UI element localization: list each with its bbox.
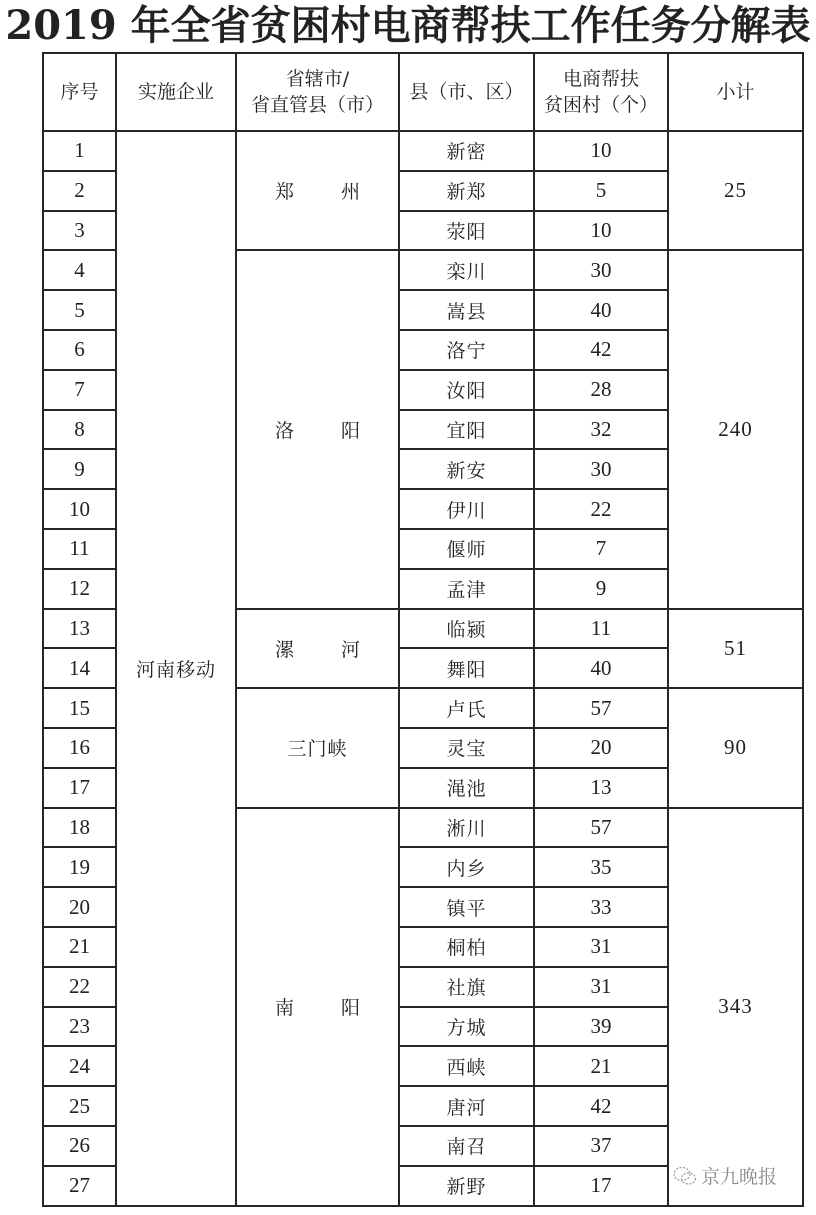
seq-cell: 6 (43, 330, 116, 370)
city-cell: 洛 阳 (236, 250, 399, 608)
villages-cell: 39 (534, 1007, 668, 1047)
seq-cell: 17 (43, 768, 116, 808)
seq-cell: 5 (43, 290, 116, 330)
county-cell: 栾川 (399, 250, 534, 290)
county-cell: 偃师 (399, 529, 534, 569)
villages-cell: 11 (534, 609, 668, 649)
header-seq: 序号 (43, 53, 116, 131)
villages-cell: 7 (534, 529, 668, 569)
seq-cell: 15 (43, 688, 116, 728)
county-cell: 荥阳 (399, 211, 534, 251)
seq-cell: 2 (43, 171, 116, 211)
task-breakdown-table (42, 52, 804, 1207)
seq-cell: 19 (43, 847, 116, 887)
villages-cell: 30 (534, 250, 668, 290)
villages-cell: 57 (534, 808, 668, 848)
seq-cell: 20 (43, 887, 116, 927)
seq-cell: 25 (43, 1086, 116, 1126)
villages-cell: 13 (534, 768, 668, 808)
wechat-icon (673, 1166, 697, 1186)
villages-cell: 10 (534, 211, 668, 251)
villages-cell: 31 (534, 967, 668, 1007)
table-header-row (43, 53, 803, 131)
seq-cell: 23 (43, 1007, 116, 1047)
header-subtotal: 小计 (668, 53, 803, 131)
city-cell: 郑 州 (236, 131, 399, 250)
villages-cell: 32 (534, 410, 668, 450)
subtotal-cell: 90 (668, 688, 803, 807)
villages-cell: 21 (534, 1046, 668, 1086)
seq-cell: 1 (43, 131, 116, 171)
county-cell: 方城 (399, 1007, 534, 1047)
county-cell: 嵩县 (399, 290, 534, 330)
header-county: 县（市、区） (399, 53, 534, 131)
seq-cell: 26 (43, 1126, 116, 1166)
seq-cell: 24 (43, 1046, 116, 1086)
county-cell: 西峡 (399, 1046, 534, 1086)
county-cell: 洛宁 (399, 330, 534, 370)
table-row (43, 131, 803, 171)
county-cell: 灵宝 (399, 728, 534, 768)
county-cell: 南召 (399, 1126, 534, 1166)
header-villages-line2: 贫困村（个） (543, 94, 658, 116)
seq-cell: 8 (43, 410, 116, 450)
source-watermark (673, 1162, 777, 1189)
seq-cell: 7 (43, 370, 116, 410)
county-cell: 宜阳 (399, 410, 534, 450)
subtotal-cell: 240 (668, 250, 803, 608)
document-title: 2019 年全省贫困村电商帮扶工作任务分解表 (5, 2, 811, 49)
villages-cell: 42 (534, 1086, 668, 1126)
seq-cell: 13 (43, 609, 116, 649)
county-cell: 社旗 (399, 967, 534, 1007)
county-cell: 舞阳 (399, 648, 534, 688)
county-cell: 渑池 (399, 768, 534, 808)
villages-cell: 9 (534, 569, 668, 609)
seq-cell: 14 (43, 648, 116, 688)
seq-cell: 18 (43, 808, 116, 848)
subtotal-cell: 51 (668, 609, 803, 689)
subtotal-cell: 343 (668, 808, 803, 1206)
watermark-text: 京九晚报 (701, 1166, 778, 1188)
seq-cell: 22 (43, 967, 116, 1007)
county-cell: 镇平 (399, 887, 534, 927)
county-cell: 新郑 (399, 171, 534, 211)
villages-cell: 42 (534, 330, 668, 370)
header-city (236, 53, 399, 131)
county-cell: 唐河 (399, 1086, 534, 1126)
header-city-line1: 省辖市/ (285, 68, 350, 90)
county-cell: 伊川 (399, 489, 534, 529)
villages-cell: 35 (534, 847, 668, 887)
city-cell: 南 阳 (236, 808, 399, 1206)
villages-cell: 30 (534, 449, 668, 489)
seq-cell: 11 (43, 529, 116, 569)
city-cell: 漯 河 (236, 609, 399, 689)
header-city-line2: 省直管县（市） (250, 94, 384, 116)
county-cell: 新安 (399, 449, 534, 489)
header-villages (534, 53, 668, 131)
header-villages-line1: 电商帮扶 (562, 68, 639, 90)
villages-cell: 5 (534, 171, 668, 211)
county-cell: 汝阳 (399, 370, 534, 410)
county-cell: 孟津 (399, 569, 534, 609)
county-cell: 卢氏 (399, 688, 534, 728)
seq-cell: 21 (43, 927, 116, 967)
seq-cell: 10 (43, 489, 116, 529)
villages-cell: 31 (534, 927, 668, 967)
villages-cell: 33 (534, 887, 668, 927)
enterprise-cell: 河南移动 (116, 131, 236, 1206)
villages-cell: 40 (534, 648, 668, 688)
villages-cell: 40 (534, 290, 668, 330)
header-enterprise: 实施企业 (116, 53, 236, 131)
villages-cell: 57 (534, 688, 668, 728)
county-cell: 临颍 (399, 609, 534, 649)
villages-cell: 22 (534, 489, 668, 529)
county-cell: 新密 (399, 131, 534, 171)
seq-cell: 16 (43, 728, 116, 768)
villages-cell: 10 (534, 131, 668, 171)
seq-cell: 12 (43, 569, 116, 609)
seq-cell: 9 (43, 449, 116, 489)
county-cell: 桐柏 (399, 927, 534, 967)
county-cell: 新野 (399, 1166, 534, 1206)
seq-cell: 27 (43, 1166, 116, 1206)
city-cell: 三门峡 (236, 688, 399, 807)
villages-cell: 20 (534, 728, 668, 768)
county-cell: 淅川 (399, 808, 534, 848)
villages-cell: 17 (534, 1166, 668, 1206)
subtotal-cell: 25 (668, 131, 803, 250)
county-cell: 内乡 (399, 847, 534, 887)
villages-cell: 37 (534, 1126, 668, 1166)
seq-cell: 3 (43, 211, 116, 251)
villages-cell: 28 (534, 370, 668, 410)
seq-cell: 4 (43, 250, 116, 290)
